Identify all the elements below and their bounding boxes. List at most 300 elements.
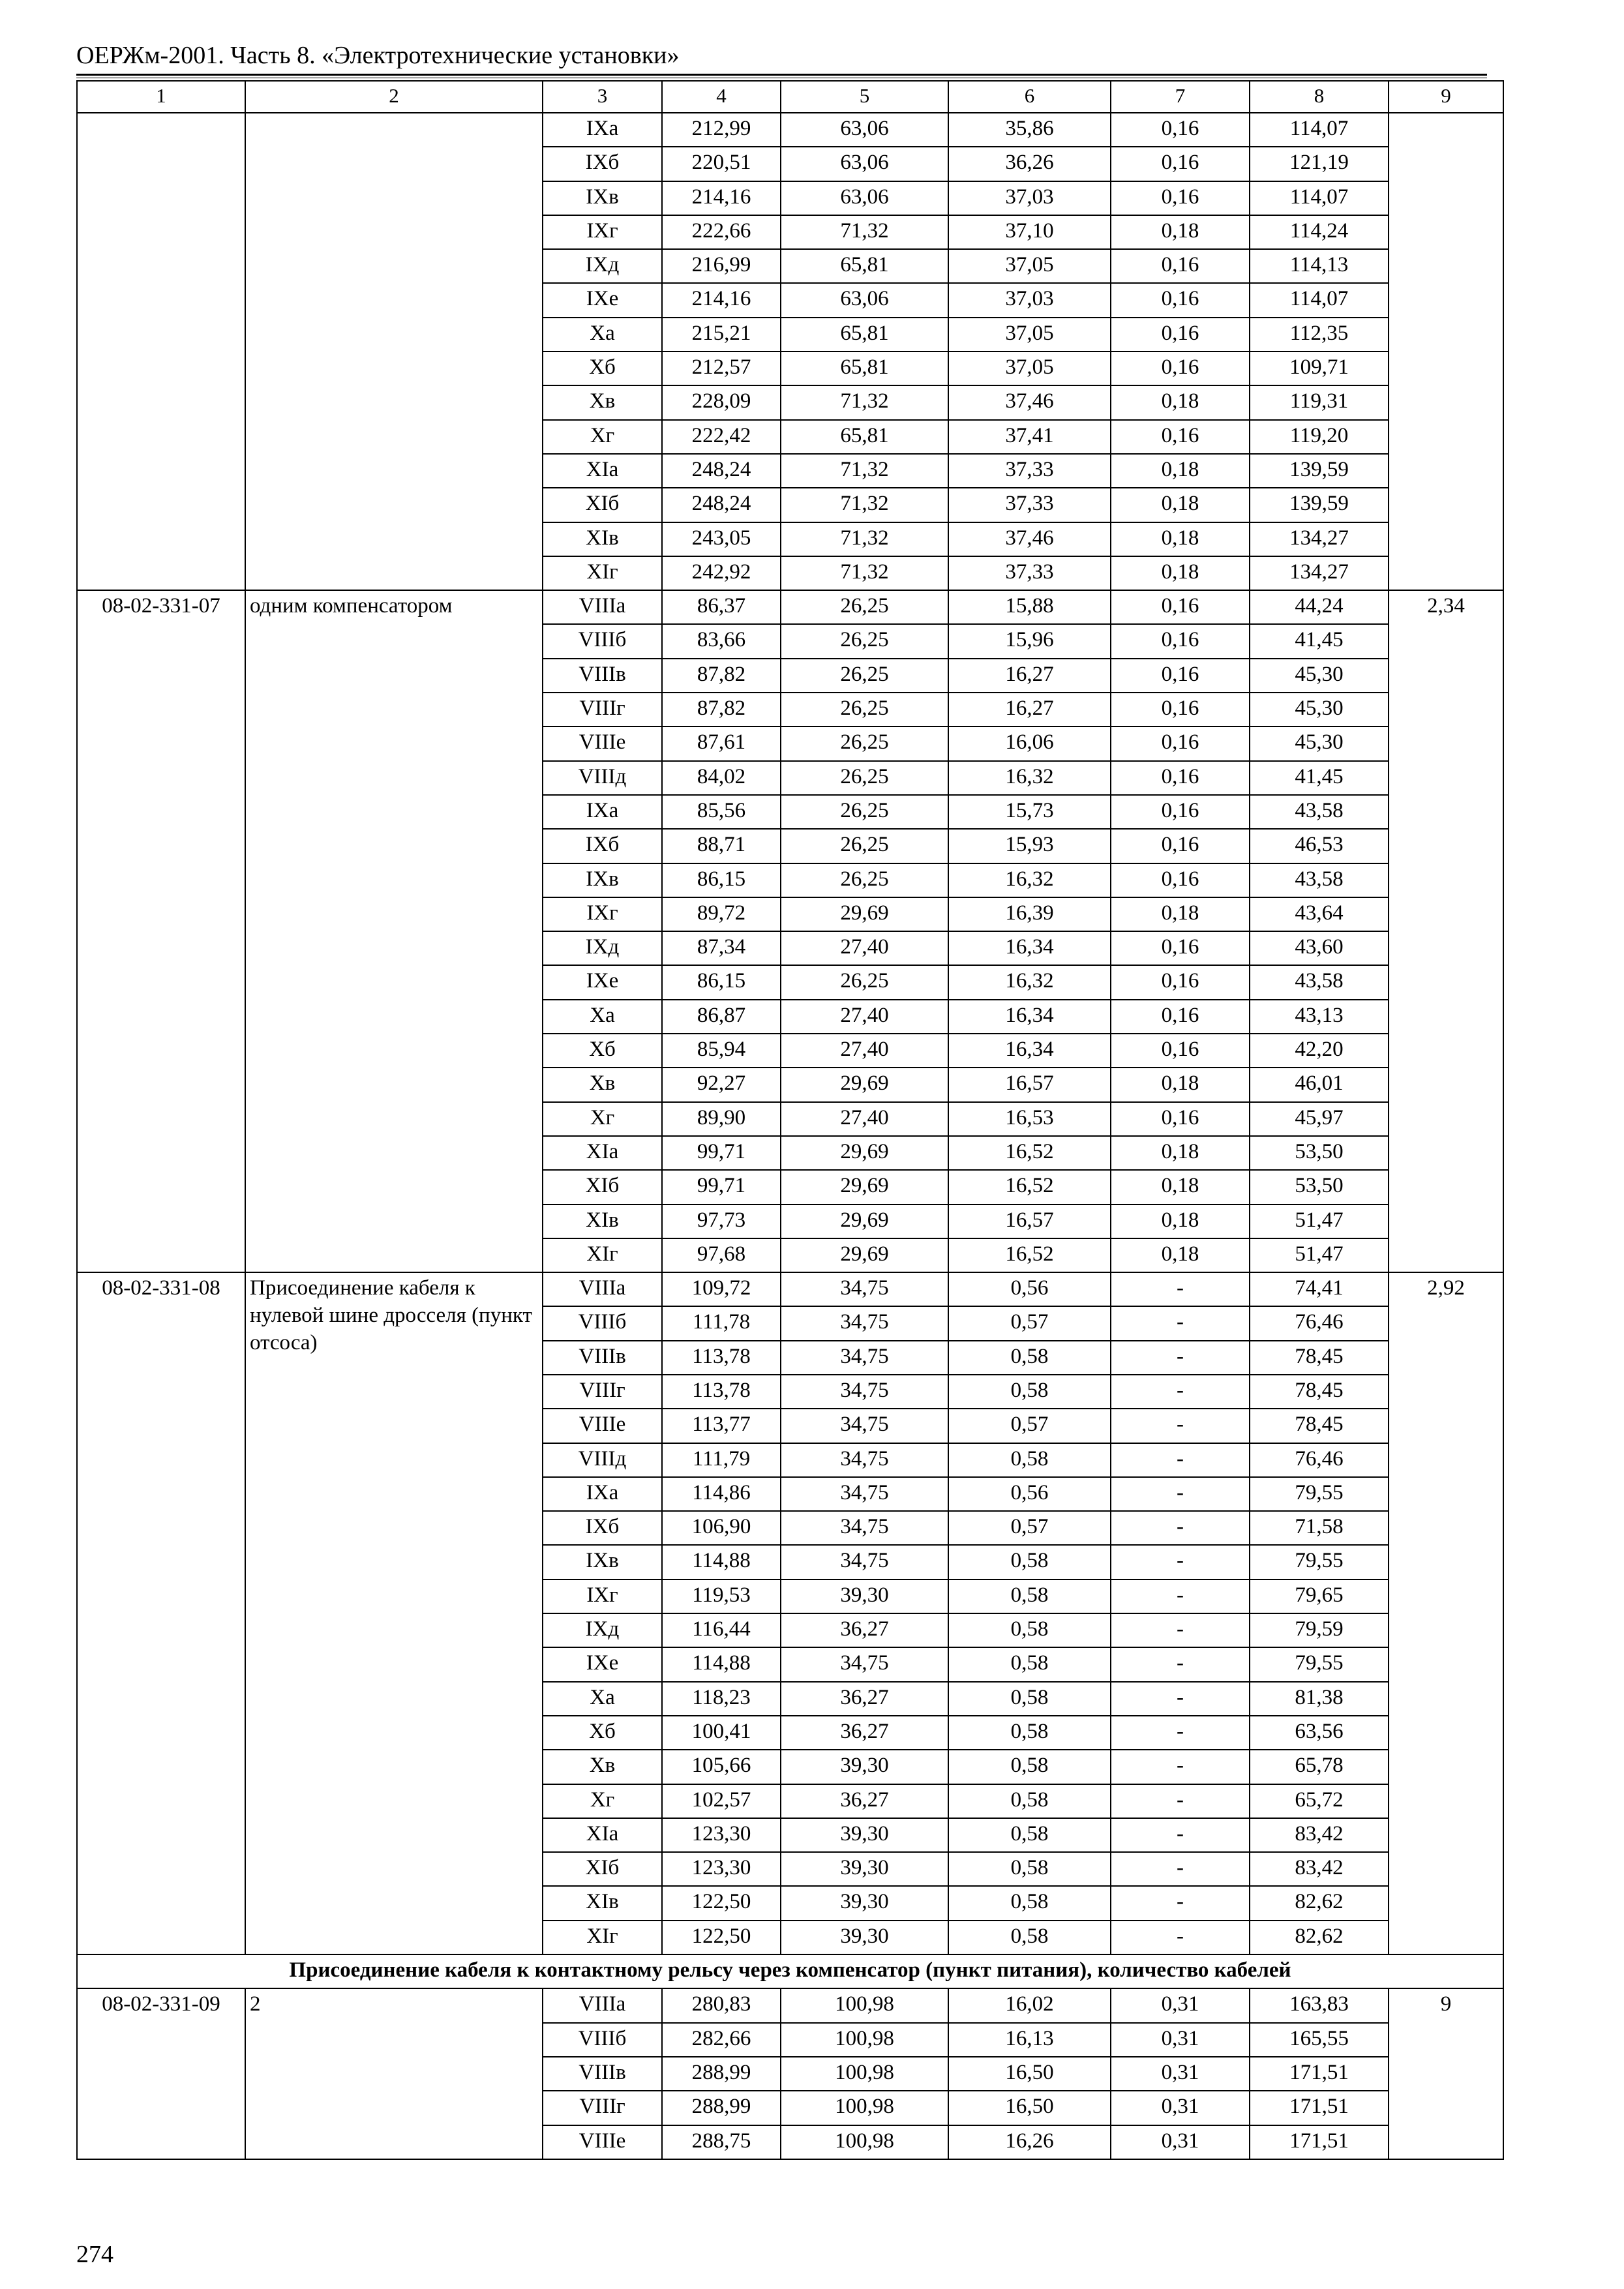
- wages-cell: 34,75: [781, 1375, 948, 1409]
- wages-cell: 29,69: [781, 1170, 948, 1204]
- wages-cell: 34,75: [781, 1545, 948, 1579]
- total-cost-cell: 118,23: [662, 1682, 781, 1716]
- machinist-wages-cell: -: [1111, 1477, 1250, 1511]
- machinist-wages-cell: 0,18: [1111, 215, 1250, 249]
- materials-cell: 43,64: [1250, 897, 1389, 931]
- unit-type-cell: VIIIа: [543, 1272, 662, 1306]
- unit-type-cell: VIIIе: [543, 726, 662, 760]
- machines-cell: 0,57: [948, 1511, 1111, 1545]
- machinist-wages-cell: 0,18: [1111, 385, 1250, 419]
- machinist-wages-cell: -: [1111, 1682, 1250, 1716]
- wages-cell: 71,32: [781, 488, 948, 522]
- wages-cell: 29,69: [781, 1068, 948, 1101]
- total-cost-cell: 99,71: [662, 1170, 781, 1204]
- wages-cell: 27,40: [781, 1000, 948, 1034]
- wages-cell: 29,69: [781, 1238, 948, 1272]
- wages-cell: 29,69: [781, 897, 948, 931]
- machinist-wages-cell: 0,16: [1111, 147, 1250, 181]
- wages-cell: 36,27: [781, 1784, 948, 1818]
- description-cell: Присоединение кабеля к нулевой шине дросселя (пункт отсоса): [245, 1272, 543, 1954]
- machinist-wages-cell: 0,16: [1111, 829, 1250, 863]
- machines-cell: 16,34: [948, 1000, 1111, 1034]
- machinist-wages-cell: -: [1111, 1545, 1250, 1579]
- total-cost-cell: 106,90: [662, 1511, 781, 1545]
- unit-type-cell: IXб: [543, 829, 662, 863]
- machines-cell: 0,58: [948, 1647, 1111, 1681]
- total-cost-cell: 92,27: [662, 1068, 781, 1101]
- machines-cell: 16,32: [948, 761, 1111, 795]
- wages-cell: 63,06: [781, 113, 948, 147]
- machines-cell: 0,58: [948, 1716, 1111, 1750]
- machines-cell: 0,58: [948, 1545, 1111, 1579]
- unit-type-cell: Xв: [543, 1068, 662, 1101]
- rates-table: [76, 80, 1504, 2160]
- total-cost-cell: 248,24: [662, 488, 781, 522]
- machines-cell: 37,05: [948, 352, 1111, 385]
- unit-type-cell: IXе: [543, 1647, 662, 1681]
- unit-type-cell: VIIIв: [543, 2057, 662, 2091]
- materials-cell: 114,13: [1250, 249, 1389, 283]
- materials-cell: 46,01: [1250, 1068, 1389, 1101]
- unit-type-cell: IXа: [543, 1477, 662, 1511]
- wages-cell: 63,06: [781, 283, 948, 317]
- machinist-wages-cell: 0,16: [1111, 761, 1250, 795]
- unit-type-cell: Xг: [543, 1102, 662, 1136]
- machines-cell: 16,50: [948, 2091, 1111, 2125]
- table-row: [77, 1988, 1503, 2022]
- unit-type-cell: XIв: [543, 1204, 662, 1238]
- unit-type-cell: VIIIв: [543, 659, 662, 693]
- unit-type-cell: IXа: [543, 795, 662, 829]
- materials-cell: 79,55: [1250, 1647, 1389, 1681]
- wages-cell: 29,69: [781, 1204, 948, 1238]
- unit-type-cell: VIIIг: [543, 693, 662, 726]
- total-cost-cell: 243,05: [662, 522, 781, 556]
- materials-cell: 134,27: [1250, 556, 1389, 590]
- materials-cell: 51,47: [1250, 1238, 1389, 1272]
- machinist-wages-cell: -: [1111, 1784, 1250, 1818]
- wages-cell: 100,98: [781, 1988, 948, 2022]
- materials-cell: 139,59: [1250, 488, 1389, 522]
- rate-code-cell: 08-02-331-09: [77, 1988, 245, 2159]
- unit-type-cell: IXг: [543, 897, 662, 931]
- machinist-wages-cell: 0,18: [1111, 897, 1250, 931]
- machines-cell: 37,05: [948, 318, 1111, 352]
- machinist-wages-cell: 0,18: [1111, 1170, 1250, 1204]
- total-cost-cell: 100,41: [662, 1716, 781, 1750]
- materials-cell: 82,62: [1250, 1921, 1389, 1954]
- machines-cell: 0,58: [948, 1375, 1111, 1409]
- materials-cell: 45,30: [1250, 726, 1389, 760]
- wages-cell: 36,27: [781, 1682, 948, 1716]
- machines-cell: 0,58: [948, 1579, 1111, 1613]
- total-cost-cell: 119,53: [662, 1579, 781, 1613]
- machinist-wages-cell: 0,31: [1111, 2023, 1250, 2057]
- unit-type-cell: VIIIа: [543, 590, 662, 624]
- total-cost-cell: 87,82: [662, 693, 781, 726]
- machinist-wages-cell: 0,18: [1111, 556, 1250, 590]
- materials-cell: 45,97: [1250, 1102, 1389, 1136]
- unit-type-cell: IXв: [543, 181, 662, 215]
- machines-cell: 16,06: [948, 726, 1111, 760]
- rates-table-body: [77, 81, 1503, 2159]
- total-cost-cell: 122,50: [662, 1921, 781, 1954]
- wages-cell: 100,98: [781, 2125, 948, 2159]
- machines-cell: 0,58: [948, 1784, 1111, 1818]
- wages-cell: 26,25: [781, 590, 948, 624]
- machinist-wages-cell: -: [1111, 1443, 1250, 1477]
- column-number: 6: [948, 81, 1111, 113]
- unit-type-cell: Xв: [543, 1750, 662, 1784]
- materials-cell: 45,30: [1250, 693, 1389, 726]
- rate-code-cell: [77, 113, 245, 590]
- machines-cell: 16,50: [948, 2057, 1111, 2091]
- materials-cell: 43,58: [1250, 795, 1389, 829]
- total-cost-cell: 215,21: [662, 318, 781, 352]
- machinist-wages-cell: 0,31: [1111, 2125, 1250, 2159]
- machines-cell: 0,56: [948, 1272, 1111, 1306]
- machinist-wages-cell: 0,18: [1111, 454, 1250, 488]
- materials-cell: 43,58: [1250, 863, 1389, 897]
- machinist-wages-cell: 0,16: [1111, 1102, 1250, 1136]
- materials-cell: 79,55: [1250, 1477, 1389, 1511]
- unit-type-cell: XIа: [543, 454, 662, 488]
- machinist-wages-cell: 0,18: [1111, 1068, 1250, 1101]
- col9-cell: 2,92: [1389, 1272, 1503, 1954]
- machinist-wages-cell: -: [1111, 1579, 1250, 1613]
- col9-cell: 9: [1389, 1988, 1503, 2159]
- total-cost-cell: 86,37: [662, 590, 781, 624]
- unit-type-cell: XIа: [543, 1136, 662, 1170]
- unit-type-cell: IXб: [543, 147, 662, 181]
- total-cost-cell: 212,99: [662, 113, 781, 147]
- machinist-wages-cell: -: [1111, 1306, 1250, 1340]
- machines-cell: 0,58: [948, 1443, 1111, 1477]
- unit-type-cell: IXе: [543, 283, 662, 317]
- total-cost-cell: 222,66: [662, 215, 781, 249]
- unit-type-cell: IXг: [543, 215, 662, 249]
- machines-cell: 15,73: [948, 795, 1111, 829]
- machines-cell: 15,88: [948, 590, 1111, 624]
- total-cost-cell: 214,16: [662, 283, 781, 317]
- wages-cell: 26,25: [781, 659, 948, 693]
- unit-type-cell: VIIIд: [543, 761, 662, 795]
- unit-type-cell: XIг: [543, 1921, 662, 1954]
- materials-cell: 119,31: [1250, 385, 1389, 419]
- materials-cell: 46,53: [1250, 829, 1389, 863]
- materials-cell: 41,45: [1250, 761, 1389, 795]
- page-number: 274: [76, 2241, 113, 2268]
- materials-cell: 43,60: [1250, 931, 1389, 965]
- wages-cell: 65,81: [781, 318, 948, 352]
- machines-cell: 0,58: [948, 1886, 1111, 1920]
- materials-cell: 171,51: [1250, 2057, 1389, 2091]
- wages-cell: 36,27: [781, 1716, 948, 1750]
- unit-type-cell: Xа: [543, 1682, 662, 1716]
- wages-cell: 34,75: [781, 1443, 948, 1477]
- total-cost-cell: 113,77: [662, 1409, 781, 1443]
- materials-cell: 65,78: [1250, 1750, 1389, 1784]
- wages-cell: 27,40: [781, 1102, 948, 1136]
- total-cost-cell: 97,68: [662, 1238, 781, 1272]
- wages-cell: 71,32: [781, 215, 948, 249]
- wages-cell: 29,69: [781, 1136, 948, 1170]
- machinist-wages-cell: -: [1111, 1921, 1250, 1954]
- machines-cell: 16,32: [948, 965, 1111, 999]
- unit-type-cell: Xа: [543, 1000, 662, 1034]
- wages-cell: 34,75: [781, 1511, 948, 1545]
- unit-type-cell: Xб: [543, 352, 662, 385]
- machines-cell: 0,58: [948, 1682, 1111, 1716]
- materials-cell: 43,58: [1250, 965, 1389, 999]
- unit-type-cell: XIв: [543, 1886, 662, 1920]
- machinist-wages-cell: 0,16: [1111, 795, 1250, 829]
- machines-cell: 16,39: [948, 897, 1111, 931]
- wages-cell: 34,75: [781, 1306, 948, 1340]
- unit-type-cell: IXд: [543, 1613, 662, 1647]
- wages-cell: 39,30: [781, 1818, 948, 1852]
- materials-cell: 83,42: [1250, 1818, 1389, 1852]
- machines-cell: 37,03: [948, 283, 1111, 317]
- machines-cell: 16,34: [948, 1034, 1111, 1068]
- wages-cell: 71,32: [781, 454, 948, 488]
- machinist-wages-cell: 0,16: [1111, 965, 1250, 999]
- machinist-wages-cell: 0,16: [1111, 693, 1250, 726]
- machines-cell: 37,33: [948, 454, 1111, 488]
- wages-cell: 71,32: [781, 556, 948, 590]
- total-cost-cell: 113,78: [662, 1341, 781, 1375]
- wages-cell: 39,30: [781, 1921, 948, 1954]
- total-cost-cell: 111,79: [662, 1443, 781, 1477]
- section-title: Присоединение кабеля к контактному рельсу через компенсатор (пункт питания), количество кабелей: [77, 1954, 1503, 1988]
- total-cost-cell: 212,57: [662, 352, 781, 385]
- machines-cell: 16,27: [948, 693, 1111, 726]
- machinist-wages-cell: 0,16: [1111, 352, 1250, 385]
- column-number: 3: [543, 81, 662, 113]
- machines-cell: 37,46: [948, 522, 1111, 556]
- materials-cell: 43,13: [1250, 1000, 1389, 1034]
- unit-type-cell: VIIIб: [543, 2023, 662, 2057]
- unit-type-cell: VIIIе: [543, 2125, 662, 2159]
- unit-type-cell: IXб: [543, 1511, 662, 1545]
- materials-cell: 134,27: [1250, 522, 1389, 556]
- total-cost-cell: 113,78: [662, 1375, 781, 1409]
- materials-cell: 83,42: [1250, 1852, 1389, 1886]
- wages-cell: 34,75: [781, 1477, 948, 1511]
- total-cost-cell: 214,16: [662, 181, 781, 215]
- total-cost-cell: 102,57: [662, 1784, 781, 1818]
- materials-cell: 63,56: [1250, 1716, 1389, 1750]
- materials-cell: 79,59: [1250, 1613, 1389, 1647]
- unit-type-cell: Xб: [543, 1034, 662, 1068]
- total-cost-cell: 86,15: [662, 965, 781, 999]
- unit-type-cell: VIIIа: [543, 1988, 662, 2022]
- wages-cell: 26,25: [781, 795, 948, 829]
- column-number: 2: [245, 81, 543, 113]
- machinist-wages-cell: 0,31: [1111, 1988, 1250, 2022]
- unit-type-cell: XIб: [543, 1170, 662, 1204]
- column-number: 9: [1389, 81, 1503, 113]
- total-cost-cell: 89,72: [662, 897, 781, 931]
- description-cell: 2: [245, 1988, 543, 2159]
- wages-cell: 26,25: [781, 863, 948, 897]
- unit-type-cell: XIв: [543, 522, 662, 556]
- total-cost-cell: 242,92: [662, 556, 781, 590]
- total-cost-cell: 114,86: [662, 1477, 781, 1511]
- total-cost-cell: 280,83: [662, 1988, 781, 2022]
- machinist-wages-cell: -: [1111, 1750, 1250, 1784]
- materials-cell: 121,19: [1250, 147, 1389, 181]
- machines-cell: 16,34: [948, 931, 1111, 965]
- description-cell: одним компенсатором: [245, 590, 543, 1272]
- machinist-wages-cell: 0,16: [1111, 1000, 1250, 1034]
- machines-cell: 16,02: [948, 1988, 1111, 2022]
- machinist-wages-cell: 0,16: [1111, 659, 1250, 693]
- materials-cell: 53,50: [1250, 1170, 1389, 1204]
- materials-cell: 79,65: [1250, 1579, 1389, 1613]
- materials-cell: 51,47: [1250, 1204, 1389, 1238]
- wages-cell: 65,81: [781, 420, 948, 454]
- machines-cell: 16,52: [948, 1170, 1111, 1204]
- total-cost-cell: 288,99: [662, 2057, 781, 2091]
- machinist-wages-cell: 0,16: [1111, 113, 1250, 147]
- machines-cell: 16,57: [948, 1068, 1111, 1101]
- unit-type-cell: VIIIв: [543, 1341, 662, 1375]
- table-row: [77, 113, 1503, 147]
- total-cost-cell: 87,61: [662, 726, 781, 760]
- materials-cell: 114,07: [1250, 181, 1389, 215]
- wages-cell: 39,30: [781, 1579, 948, 1613]
- wages-cell: 26,25: [781, 693, 948, 726]
- machinist-wages-cell: 0,31: [1111, 2057, 1250, 2091]
- total-cost-cell: 86,87: [662, 1000, 781, 1034]
- column-number: 4: [662, 81, 781, 113]
- wages-cell: 63,06: [781, 147, 948, 181]
- unit-type-cell: Xб: [543, 1716, 662, 1750]
- machinist-wages-cell: 0,16: [1111, 283, 1250, 317]
- unit-type-cell: VIIIг: [543, 2091, 662, 2125]
- wages-cell: 65,81: [781, 249, 948, 283]
- unit-type-cell: Xг: [543, 1784, 662, 1818]
- wages-cell: 39,30: [781, 1750, 948, 1784]
- materials-cell: 45,30: [1250, 659, 1389, 693]
- total-cost-cell: 114,88: [662, 1545, 781, 1579]
- wages-cell: 71,32: [781, 522, 948, 556]
- machines-cell: 0,57: [948, 1306, 1111, 1340]
- machines-cell: 0,58: [948, 1613, 1111, 1647]
- page-header-title: ОЕРЖм-2001. Часть 8. «Электротехнические установки»: [76, 42, 680, 69]
- machinist-wages-cell: 0,16: [1111, 420, 1250, 454]
- wages-cell: 34,75: [781, 1409, 948, 1443]
- wages-cell: 26,25: [781, 829, 948, 863]
- col9-cell: [1389, 113, 1503, 590]
- column-number-row: [77, 81, 1503, 113]
- column-number: 7: [1111, 81, 1250, 113]
- machinist-wages-cell: 0,16: [1111, 726, 1250, 760]
- machines-cell: 16,27: [948, 659, 1111, 693]
- materials-cell: 109,71: [1250, 352, 1389, 385]
- machinist-wages-cell: -: [1111, 1375, 1250, 1409]
- unit-type-cell: XIб: [543, 488, 662, 522]
- wages-cell: 26,25: [781, 624, 948, 658]
- materials-cell: 53,50: [1250, 1136, 1389, 1170]
- wages-cell: 34,75: [781, 1272, 948, 1306]
- machinist-wages-cell: 0,18: [1111, 1204, 1250, 1238]
- materials-cell: 76,46: [1250, 1443, 1389, 1477]
- machinist-wages-cell: -: [1111, 1272, 1250, 1306]
- materials-cell: 81,38: [1250, 1682, 1389, 1716]
- machinist-wages-cell: 0,18: [1111, 1136, 1250, 1170]
- machines-cell: 0,58: [948, 1818, 1111, 1852]
- wages-cell: 26,25: [781, 761, 948, 795]
- unit-type-cell: IXд: [543, 931, 662, 965]
- machines-cell: 0,58: [948, 1750, 1111, 1784]
- machinist-wages-cell: 0,18: [1111, 1238, 1250, 1272]
- total-cost-cell: 99,71: [662, 1136, 781, 1170]
- wages-cell: 26,25: [781, 726, 948, 760]
- machines-cell: 37,46: [948, 385, 1111, 419]
- rate-code-cell: 08-02-331-07: [77, 590, 245, 1272]
- total-cost-cell: 86,15: [662, 863, 781, 897]
- total-cost-cell: 83,66: [662, 624, 781, 658]
- materials-cell: 139,59: [1250, 454, 1389, 488]
- total-cost-cell: 116,44: [662, 1613, 781, 1647]
- machines-cell: 0,58: [948, 1341, 1111, 1375]
- total-cost-cell: 84,02: [662, 761, 781, 795]
- materials-cell: 74,41: [1250, 1272, 1389, 1306]
- machines-cell: 37,41: [948, 420, 1111, 454]
- machines-cell: 16,52: [948, 1238, 1111, 1272]
- materials-cell: 78,45: [1250, 1375, 1389, 1409]
- wages-cell: 36,27: [781, 1613, 948, 1647]
- machines-cell: 0,58: [948, 1852, 1111, 1886]
- machines-cell: 36,26: [948, 147, 1111, 181]
- materials-cell: 165,55: [1250, 2023, 1389, 2057]
- machinist-wages-cell: -: [1111, 1852, 1250, 1886]
- total-cost-cell: 105,66: [662, 1750, 781, 1784]
- machines-cell: 16,52: [948, 1136, 1111, 1170]
- wages-cell: 100,98: [781, 2023, 948, 2057]
- machinist-wages-cell: 0,16: [1111, 318, 1250, 352]
- unit-type-cell: IXа: [543, 113, 662, 147]
- total-cost-cell: 220,51: [662, 147, 781, 181]
- machines-cell: 16,57: [948, 1204, 1111, 1238]
- materials-cell: 42,20: [1250, 1034, 1389, 1068]
- unit-type-cell: VIIIе: [543, 1409, 662, 1443]
- total-cost-cell: 122,50: [662, 1886, 781, 1920]
- materials-cell: 171,51: [1250, 2125, 1389, 2159]
- unit-type-cell: VIIIг: [543, 1375, 662, 1409]
- unit-type-cell: IXг: [543, 1579, 662, 1613]
- description-cell: [245, 113, 543, 590]
- machines-cell: 37,10: [948, 215, 1111, 249]
- machinist-wages-cell: -: [1111, 1647, 1250, 1681]
- materials-cell: 41,45: [1250, 624, 1389, 658]
- machinist-wages-cell: 0,16: [1111, 181, 1250, 215]
- unit-type-cell: XIа: [543, 1818, 662, 1852]
- machinist-wages-cell: 0,31: [1111, 2091, 1250, 2125]
- wages-cell: 34,75: [781, 1341, 948, 1375]
- total-cost-cell: 109,72: [662, 1272, 781, 1306]
- machines-cell: 37,05: [948, 249, 1111, 283]
- wages-cell: 26,25: [781, 965, 948, 999]
- unit-type-cell: VIIIд: [543, 1443, 662, 1477]
- machinist-wages-cell: -: [1111, 1716, 1250, 1750]
- total-cost-cell: 123,30: [662, 1852, 781, 1886]
- machinist-wages-cell: 0,16: [1111, 931, 1250, 965]
- unit-type-cell: VIIIб: [543, 1306, 662, 1340]
- machinist-wages-cell: 0,16: [1111, 863, 1250, 897]
